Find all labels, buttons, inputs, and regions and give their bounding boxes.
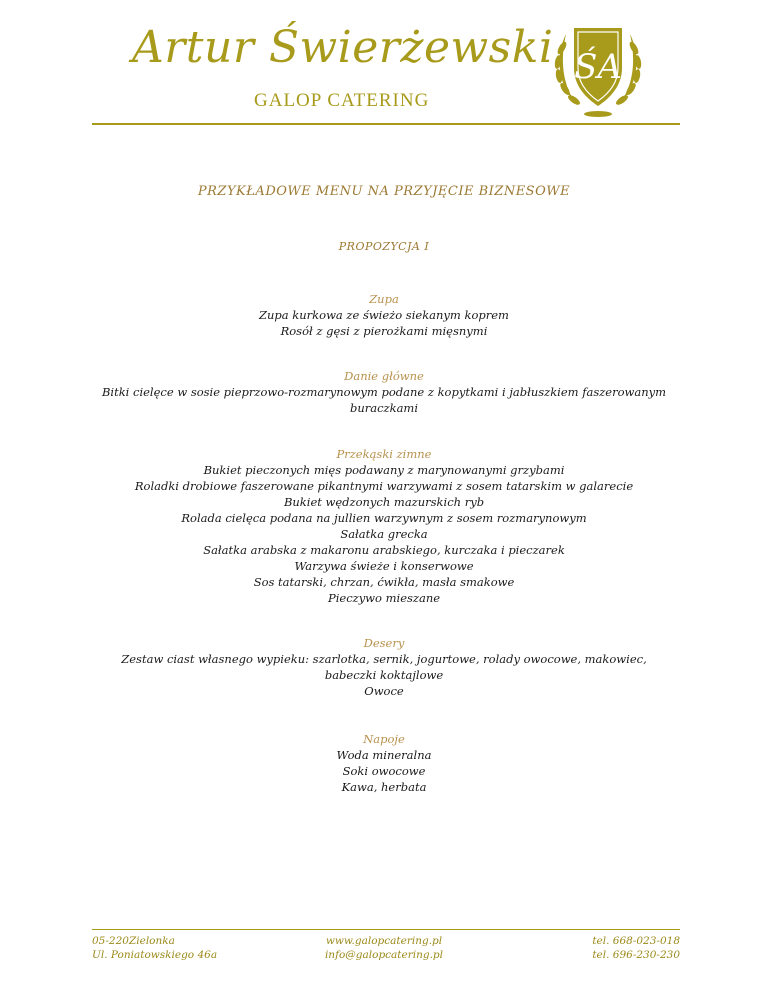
menu-section <box>0 635 768 699</box>
proposal-label: PROPOZYCJA I <box>338 240 430 253</box>
menu-item: Pieczywo mieszane <box>327 591 441 605</box>
menu-section <box>0 731 768 795</box>
menu-item: Bitki cielęce w sosie pieprzowo-rozmarynowym podane z kopytkami i jabłuszkiem faszerowanym <box>101 385 667 399</box>
phone-1: tel. 668-023-018 <box>592 935 680 947</box>
section-heading: Napoje <box>363 732 405 746</box>
email-link[interactable]: info@galopcatering.pl <box>324 949 444 961</box>
menu-item: Warzywa świeże i konserwowe <box>294 559 474 573</box>
menu-item: Zupa kurkowa ze świeżo siekanym koprem <box>259 308 509 322</box>
footer-divider <box>92 929 680 930</box>
laurel-crest-icon <box>548 14 648 120</box>
menu-section <box>0 291 768 339</box>
section-heading: Desery <box>363 636 405 650</box>
menu-item: babeczki koktajlowe <box>324 668 444 682</box>
emblem-monogram: ŚA <box>574 47 622 87</box>
menu-item: Woda mineralna <box>336 748 432 762</box>
menu-title: PRZYKŁADOWE MENU NA PRZYJĘCIE BIZNESOWE <box>197 184 571 199</box>
website-link[interactable]: www.galopcatering.pl <box>325 935 443 947</box>
menu-item: Kawa, herbata <box>341 780 427 794</box>
menu-item: buraczkami <box>349 401 419 415</box>
header-divider <box>92 123 680 125</box>
section-heading: Przekąski zimne <box>336 447 432 461</box>
menu-item: Soki owocowe <box>342 764 426 778</box>
footer-phones <box>592 934 680 962</box>
address-line-1: 05-220Zielonka <box>92 935 175 947</box>
section-heading: Zupa <box>369 292 399 306</box>
menu-item: Bukiet wędzonych mazurskich ryb <box>283 495 485 509</box>
menu-item: Zestaw ciast własnego wypieku: szarlotka, sernik, jogurtowe, rolady owocowe, makowiec, <box>121 652 647 666</box>
menu-item: Bukiet pieczonych mięs podawany z marynowanymi grzybami <box>203 463 565 477</box>
menu-item: Roladki drobiowe faszerowane pikantnymi warzywami z sosem tatarskim w galarecie <box>134 479 634 493</box>
menu-item: Owoce <box>364 684 404 698</box>
menu-section <box>0 446 768 606</box>
section-heading: Danie główne <box>344 369 424 383</box>
menu-item: Sałatka arabska z makaronu arabskiego, kurczaka i pieczarek <box>203 543 565 557</box>
menu-item: Rosół z gęsi z pierożkami mięsnymi <box>280 324 488 338</box>
brand-subtitle: GALOP CATERING <box>254 90 430 111</box>
brand-logo-text: Artur Świerżewski <box>132 22 554 73</box>
phone-2: tel. 696-230-230 <box>592 949 680 961</box>
menu-item: Sałatka grecka <box>340 527 428 541</box>
menu-item: Rolada cielęca podana na jullien warzywnym z sosem rozmarynowym <box>181 511 587 525</box>
menu-section <box>0 368 768 416</box>
address-line-2: Ul. Poniatowskiego 46a <box>92 949 218 961</box>
menu-item: Sos tatarski, chrzan, ćwikła, masła smakowe <box>253 575 515 589</box>
